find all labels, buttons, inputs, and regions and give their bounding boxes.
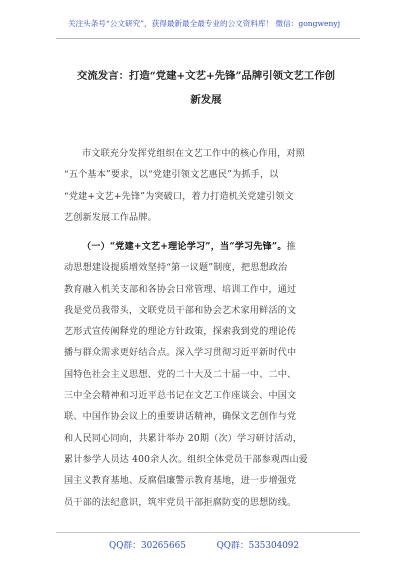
intro-line: “五个基本”要求，以“党建引领文艺惠民”为抓手，以 <box>64 170 279 181</box>
document-title-line-2: 新发展 <box>190 94 222 106</box>
section-1-line: 国特色社会主义思想、党的二十大及二十届一中、二中、 <box>64 369 297 380</box>
intro-line: 艺创新发展工作品牌。 <box>64 212 157 223</box>
intro-line: “党建+文艺+先锋”为突破口，着力打造机关党建引领文 <box>64 191 294 202</box>
section-1-paragraph <box>64 236 344 514</box>
footer-divider <box>56 532 360 533</box>
header-divider <box>56 38 360 39</box>
page-header-banner: 关注头条号“公文研究”，获得最新最全最专业的公文资料库！ 微信：gongwenyj <box>67 19 341 28</box>
section-1-first-line <box>64 236 344 258</box>
section-1-line: 我是党员我带头，文联党员干部和协会艺术家用鲜活的文 <box>64 305 297 316</box>
intro-paragraph <box>64 144 344 229</box>
page-footer <box>0 538 408 551</box>
section-1-line: 三中全会精神和习近平总书记在文艺工作座谈会、中国文 <box>64 391 297 402</box>
section-1-heading: （一）“党建+文艺+理论学习”，当“学习先锋”。 <box>82 241 287 252</box>
footer-qq-group-2: QQ群：535304092 <box>216 541 299 551</box>
footer-qq-group-1: QQ群：30265665 <box>109 541 186 551</box>
section-1-line: 员干部的法纪意识，筑牢党员干部拒腐防变的思想防线。 <box>64 497 297 508</box>
section-1-line: 播与群众需求更好结合点。深入学习贯彻习近平新时代中 <box>64 348 297 359</box>
section-1-line: 动思想建设提质增效坚持“第一议题”制度，把思想政治 <box>64 263 288 274</box>
section-1-line: 累计参学人员达 400余人次。组织全体党员干部参观西山爱 <box>64 454 309 465</box>
section-1-line: 教育融入机关支部和各协会日常管理、培训工作中，通过 <box>64 284 297 295</box>
section-1-line: 联、中国作协会议上的重要讲话精神，确保文艺创作与党 <box>64 412 297 423</box>
section-1-line: 和人民同心同向，共累计举办 20期（次）学习研讨活动， <box>64 433 303 444</box>
intro-line: 市文联充分发挥党组织在文艺工作中的核心作用，对照 <box>82 149 306 159</box>
document-title-line-1: 交流发言：打造“党建+文艺+先锋”品牌引领文艺工作创 <box>77 70 335 82</box>
section-1-line: 艺形式宣传阐释党的理论方针政策，探索我到党的理论传 <box>64 327 297 338</box>
section-1-first-line-rest: 推 <box>286 242 296 252</box>
section-1-line: 国主义教育基地、反腐倡廉警示教育基地，进一步增强党 <box>64 476 297 487</box>
